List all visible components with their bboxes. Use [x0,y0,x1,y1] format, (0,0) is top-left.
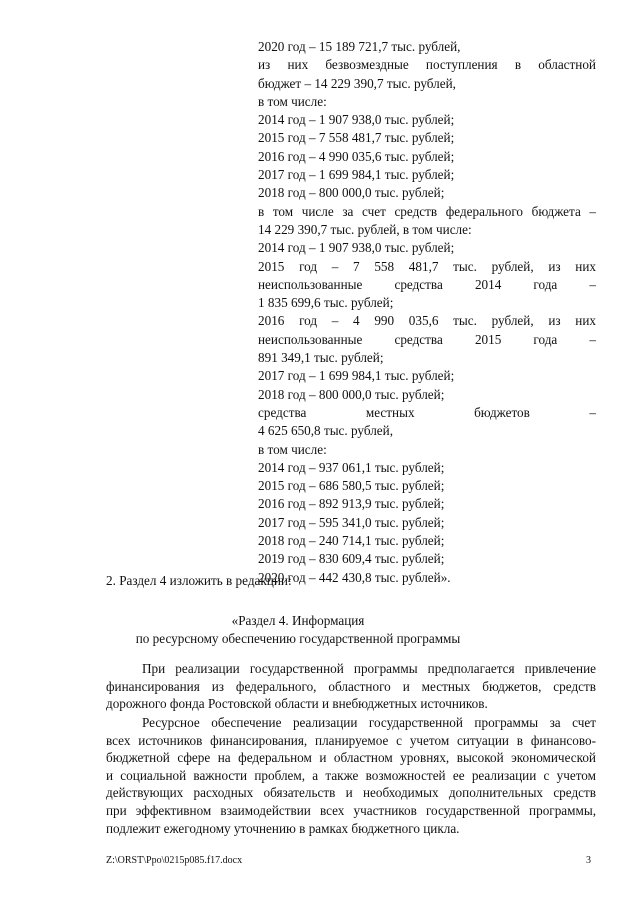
paragraph-1 [106,660,596,713]
section-amendment-item: 2. Раздел 4 изложить в редакции: [106,573,292,588]
column-line: 2014 год – 1 907 938,0 тыс. рублей; [258,112,455,128]
column-line: бюджет – 14 229 390,7 тыс. рублей, [258,75,456,91]
section-heading-line-1: «Раздел 4. Информация [231,613,365,628]
column-line: 2017 год – 1 699 984,1 тыс. рублей; [258,167,455,183]
paragraph-line: бюджетной сфере на федеральном и областном уровнях, высокой экономической [106,750,596,766]
column-line: 2014 год – 1 907 938,0 тыс. рублей; [258,240,455,256]
column-line: 2016 год – 4 990 035,6 тыс. рублей; [258,148,455,164]
paragraph-line: при эффективном взаимодействии всех участников государственной программы, [106,802,596,818]
column-line: 14 229 390,7 тыс. рублей, в том числе: [258,221,472,237]
column-line: в том числе: [258,93,327,109]
column-line: 2019 год – 830 609,4 тыс. рублей; [258,551,445,567]
paragraph-line: дорожного фонда Ростовской области и внебюджетных источников. [106,696,488,712]
column-line: в том числе: [258,441,327,457]
column-line: 2016 год – 892 913,9 тыс. рублей; [258,496,445,512]
column-line: 2015 год – 686 580,5 тыс. рублей; [258,478,445,494]
paragraph-line: всех источников финансирования, планируемое с учетом ситуации в финансово- [106,732,596,748]
column-line: 2016 год – 4 990 035,6 тыс. рублей, из них [258,313,596,329]
footer-file-path: Z:\ORST\Ppo\0215p085.f17.docx [106,855,243,866]
column-line: 2015 год – 7 558 481,7 тыс. рублей, из них [258,258,596,274]
funding-list-column [258,38,596,587]
column-line: 891 349,1 тыс. рублей; [258,350,384,366]
column-line: 4 625 650,8 тыс. рублей, [258,423,394,439]
column-line: 2018 год – 800 000,0 тыс. рублей; [258,386,445,402]
column-line: неиспользованные средства 2014 года – [258,276,596,292]
column-line: неиспользованные средства 2015 года – [258,331,596,347]
paragraph-line: При реализации государственной программы предполагается привлечение [142,661,596,676]
paragraph-line: действующих расходных обязательств и необходимых дополнительных средств [106,785,596,801]
paragraph-line: Ресурсное обеспечение реализации государственной программы за счет [142,715,596,730]
section-heading-line-2: по ресурсному обеспечению государственной программы [135,631,461,646]
paragraph-line: подлежит ежегодному уточнению в рамках бюджетного цикла. [106,820,460,836]
column-line: 2020 год – 15 189 721,7 тыс. рублей, [258,39,461,54]
column-line: 2017 год – 595 341,0 тыс. рублей; [258,514,445,530]
paragraph-line: и социальной важности проблем, а также возможностей ее реализации с учетом [106,767,596,783]
column-line: в том числе за счет средств федерального бюджета – [258,203,596,219]
paragraph-2 [106,714,596,837]
paragraph-line: финансирования из федерального, областного и местных бюджетов, средств [106,678,596,694]
column-line: 2018 год – 800 000,0 тыс. рублей; [258,185,445,201]
column-line: 2015 год – 7 558 481,7 тыс. рублей; [258,130,455,146]
column-line: 2014 год – 937 061,1 тыс. рублей; [258,459,445,475]
column-line: средства местных бюджетов – [258,404,596,420]
column-line: 2017 год – 1 699 984,1 тыс. рублей; [258,368,455,384]
column-line: 2020 год – 442 430,8 тыс. рублей». [258,569,451,585]
column-line: 2018 год – 240 714,1 тыс. рублей; [258,533,445,549]
column-line: из них безвозмездные поступления в областной [258,57,596,73]
footer-page-number: 3 [586,855,591,866]
column-line: 1 835 699,6 тыс. рублей; [258,295,394,311]
